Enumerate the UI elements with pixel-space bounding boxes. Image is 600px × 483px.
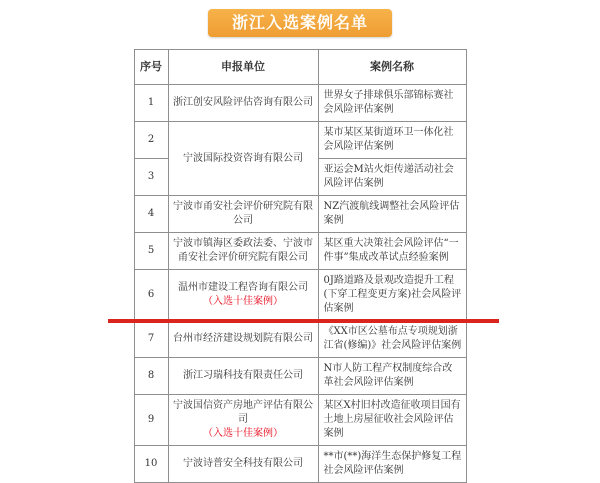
unit-cell (168, 233, 318, 270)
table-row (134, 446, 466, 483)
row-number-cell: 9 (134, 395, 168, 446)
unit-cell (168, 446, 318, 483)
row-number-cell: 3 (134, 159, 168, 196)
unit-cell (168, 85, 318, 122)
unit-name: 浙江习瑞科技有限责任公司 (183, 370, 303, 381)
case-name-cell: **市(**)海洋生态保护修复工程社会风险评估案例 (318, 446, 466, 483)
table-row (134, 196, 466, 233)
unit-cell (168, 321, 318, 358)
top-ten-badge: （入选十佳案例） (203, 428, 283, 439)
unit-name: 台州市经济建设规划院有限公司 (173, 333, 313, 344)
case-name-cell: NZ汽渡航线调整社会风险评估案例 (318, 196, 466, 233)
header-row (134, 50, 466, 85)
case-name-cell: 《XX市区公墓布点专项规划浙江省(修编)》社会风险评估案例 (318, 321, 466, 358)
unit-name: 浙江创安风险评估咨询有限公司 (173, 97, 313, 108)
case-name-cell: 某区X村旧村改造征收项目国有土地上房屋征收社会风险评估案例 (318, 395, 466, 446)
row-number-cell: 4 (134, 196, 168, 233)
unit-cell (168, 122, 318, 196)
col-header-case: 案例名称 (318, 50, 466, 85)
unit-name: 宁波诗普安全科技有限公司 (183, 458, 303, 469)
table-body (134, 85, 466, 483)
row-number-cell: 5 (134, 233, 168, 270)
unit-name: 温州市建设工程咨询有限公司 (178, 282, 308, 293)
col-header-no: 序号 (134, 50, 168, 85)
unit-cell (168, 196, 318, 233)
unit-cell (168, 270, 318, 321)
highlight-underline (108, 319, 499, 323)
unit-cell (168, 395, 318, 446)
unit-name: 宁波国际投资咨询有限公司 (183, 152, 303, 164)
row-number-cell: 6 (134, 270, 168, 321)
case-name-cell: 0J路道路及景观改造提升工程(下穿工程变更方案)社会风险评估案例 (318, 270, 466, 321)
table-row (134, 358, 466, 395)
row-number-cell: 2 (134, 122, 168, 159)
unit-name: 宁波市甬安社会评价研究院有限公司 (173, 201, 313, 226)
row-number-cell: 8 (134, 358, 168, 395)
case-name-cell: 亚运会M站火炬传递活动社会风险评估案例 (318, 159, 466, 196)
case-name-cell: 某市某区某街道环卫一体化社会风险评估案例 (318, 122, 466, 159)
table-row (134, 85, 466, 122)
case-name-cell: 世界女子排球俱乐部锦标赛社会风险评估案例 (318, 85, 466, 122)
case-name-cell: 某区重大决策社会风险评估“一件事”集成改革试点经验案例 (318, 233, 466, 270)
cases-table (134, 49, 467, 483)
unit-name: 宁波市镇海区委政法委、宁波市甬安社会评价研究院有限公司 (173, 238, 313, 263)
table-row (134, 233, 466, 270)
table-row (134, 270, 466, 321)
unit-name: 宁波国信资产房地产评估有限公司 (173, 400, 313, 425)
table-row (134, 122, 466, 159)
title-banner (208, 9, 392, 37)
table-row (134, 395, 466, 446)
table-row (134, 321, 466, 358)
row-number-cell: 1 (134, 85, 168, 122)
page-title: 浙江入选案例名单 (231, 13, 368, 32)
case-name-cell: N市人防工程产权制度综合改革社会风险评估案例 (318, 358, 466, 395)
col-header-unit: 申报单位 (168, 50, 318, 85)
row-number-cell: 7 (134, 321, 168, 358)
top-ten-badge: （入选十佳案例） (203, 296, 283, 307)
row-number-cell: 10 (134, 446, 168, 483)
unit-cell (168, 358, 318, 395)
cases-table-wrap (0, 49, 600, 483)
